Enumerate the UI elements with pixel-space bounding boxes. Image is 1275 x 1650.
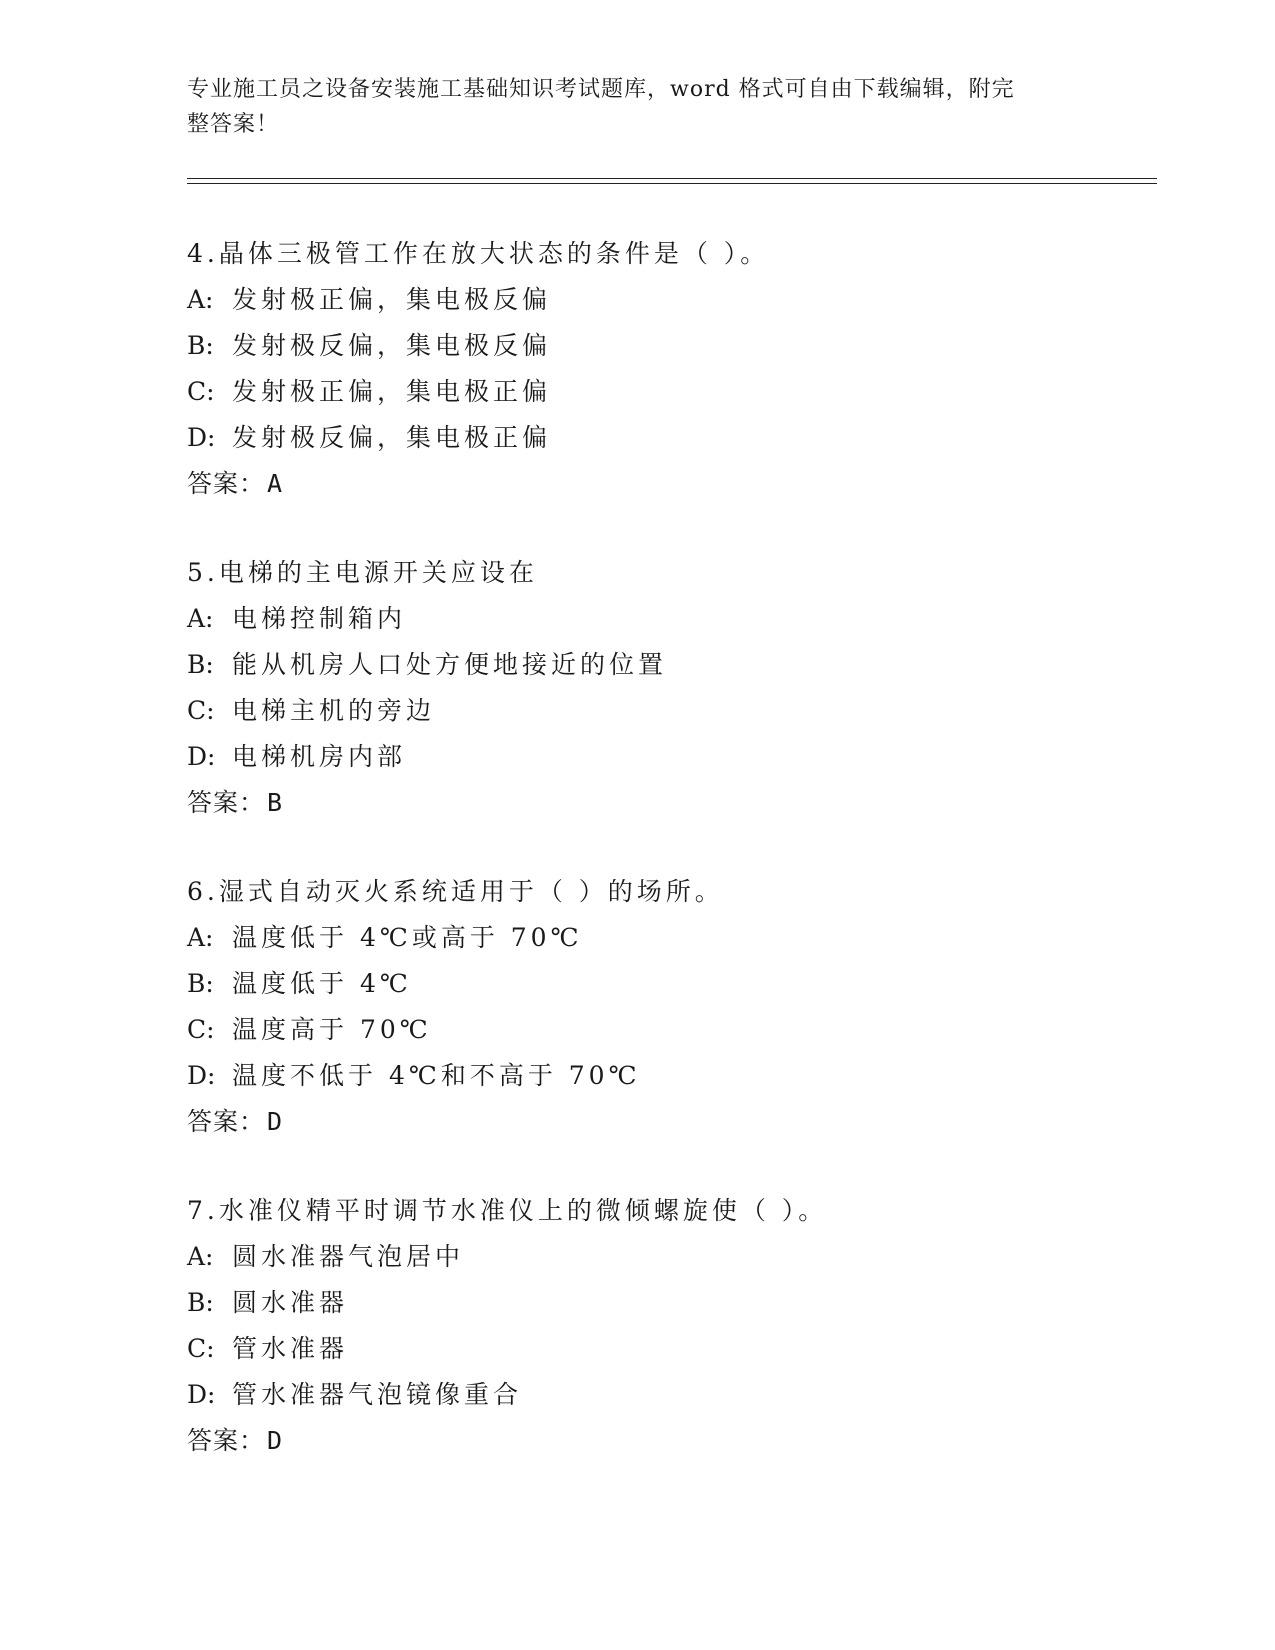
option-c bbox=[187, 1326, 1187, 1372]
answer-line bbox=[187, 1099, 1187, 1145]
option-text: 温度低于 4℃或高于 70℃ bbox=[232, 923, 583, 952]
option-b bbox=[187, 642, 1187, 688]
option-d bbox=[187, 734, 1187, 780]
option-text: 发射极反偏，集电极正偏 bbox=[232, 423, 552, 452]
option-text: 电梯机房内部 bbox=[232, 742, 407, 771]
answer-value: D bbox=[267, 1107, 284, 1136]
answer-line bbox=[187, 461, 1187, 507]
option-d bbox=[187, 1372, 1187, 1418]
option-letter: B: bbox=[187, 650, 214, 679]
option-a bbox=[187, 915, 1187, 961]
header-divider-top bbox=[187, 178, 1157, 179]
option-letter: B: bbox=[187, 331, 214, 360]
answer-label: 答案： bbox=[187, 788, 266, 817]
question-stem: 7.水准仪精平时调节水准仪上的微倾螺旋使（ ）。 bbox=[187, 1196, 828, 1225]
header-divider-bottom bbox=[187, 183, 1157, 184]
option-letter: C: bbox=[187, 1015, 215, 1044]
option-text: 电梯主机的旁边 bbox=[232, 696, 436, 725]
option-letter: C: bbox=[187, 1334, 215, 1363]
answer-value: B bbox=[267, 788, 284, 817]
option-d bbox=[187, 1053, 1187, 1099]
option-text: 温度低于 4℃ bbox=[232, 969, 412, 998]
answer-label: 答案： bbox=[187, 1107, 266, 1136]
option-text: 管水准器 bbox=[232, 1334, 349, 1363]
option-letter: B: bbox=[187, 969, 214, 998]
document-header bbox=[187, 72, 1067, 142]
option-text: 能从机房人口处方便地接近的位置 bbox=[232, 650, 668, 679]
option-letter: A: bbox=[187, 923, 214, 952]
option-text: 发射极正偏，集电极反偏 bbox=[232, 285, 552, 314]
question-block bbox=[187, 231, 1187, 507]
question-stem: 6.湿式自动灭火系统适用于（ ）的场所。 bbox=[187, 877, 724, 906]
option-letter: D: bbox=[187, 423, 216, 452]
question-block bbox=[187, 869, 1187, 1145]
option-letter: B: bbox=[187, 1288, 214, 1317]
question-stem: 5.电梯的主电源开关应设在 bbox=[187, 558, 538, 587]
answer-label: 答案： bbox=[187, 469, 266, 498]
option-letter: A: bbox=[187, 1242, 214, 1271]
option-letter: D: bbox=[187, 1380, 216, 1409]
answer-line bbox=[187, 1418, 1187, 1464]
option-c bbox=[187, 688, 1187, 734]
option-text: 发射极正偏，集电极正偏 bbox=[232, 377, 552, 406]
option-a bbox=[187, 277, 1187, 323]
option-letter: D: bbox=[187, 1061, 216, 1090]
option-b bbox=[187, 1280, 1187, 1326]
option-text: 温度不低于 4℃和不高于 70℃ bbox=[232, 1061, 641, 1090]
question-block bbox=[187, 1188, 1187, 1464]
option-text: 圆水准器 bbox=[232, 1288, 349, 1317]
answer-value: A bbox=[267, 469, 284, 498]
header-line-1: 专业施工员之设备安装施工基础知识考试题库，word 格式可自由下载编辑，附完 bbox=[187, 77, 1015, 102]
option-letter: A: bbox=[187, 285, 214, 314]
option-letter: D: bbox=[187, 742, 216, 771]
option-text: 温度高于 70℃ bbox=[232, 1015, 432, 1044]
option-letter: C: bbox=[187, 377, 215, 406]
option-a bbox=[187, 1234, 1187, 1280]
option-text: 电梯控制箱内 bbox=[232, 604, 407, 633]
option-c bbox=[187, 369, 1187, 415]
option-a bbox=[187, 596, 1187, 642]
option-c bbox=[187, 1007, 1187, 1053]
answer-line bbox=[187, 780, 1187, 826]
option-letter: A: bbox=[187, 604, 214, 633]
option-b bbox=[187, 323, 1187, 369]
answer-label: 答案： bbox=[187, 1426, 266, 1455]
option-b bbox=[187, 961, 1187, 1007]
question-stem: 4.晶体三极管工作在放大状态的条件是（ ）。 bbox=[187, 239, 770, 268]
option-letter: C: bbox=[187, 696, 215, 725]
question-block bbox=[187, 550, 1187, 826]
answer-value: D bbox=[267, 1426, 284, 1455]
option-text: 发射极反偏，集电极反偏 bbox=[232, 331, 552, 360]
option-text: 管水准器气泡镜像重合 bbox=[232, 1380, 523, 1409]
option-d bbox=[187, 415, 1187, 461]
option-text: 圆水准器气泡居中 bbox=[232, 1242, 465, 1271]
header-line-2: 整答案！ bbox=[187, 112, 280, 137]
